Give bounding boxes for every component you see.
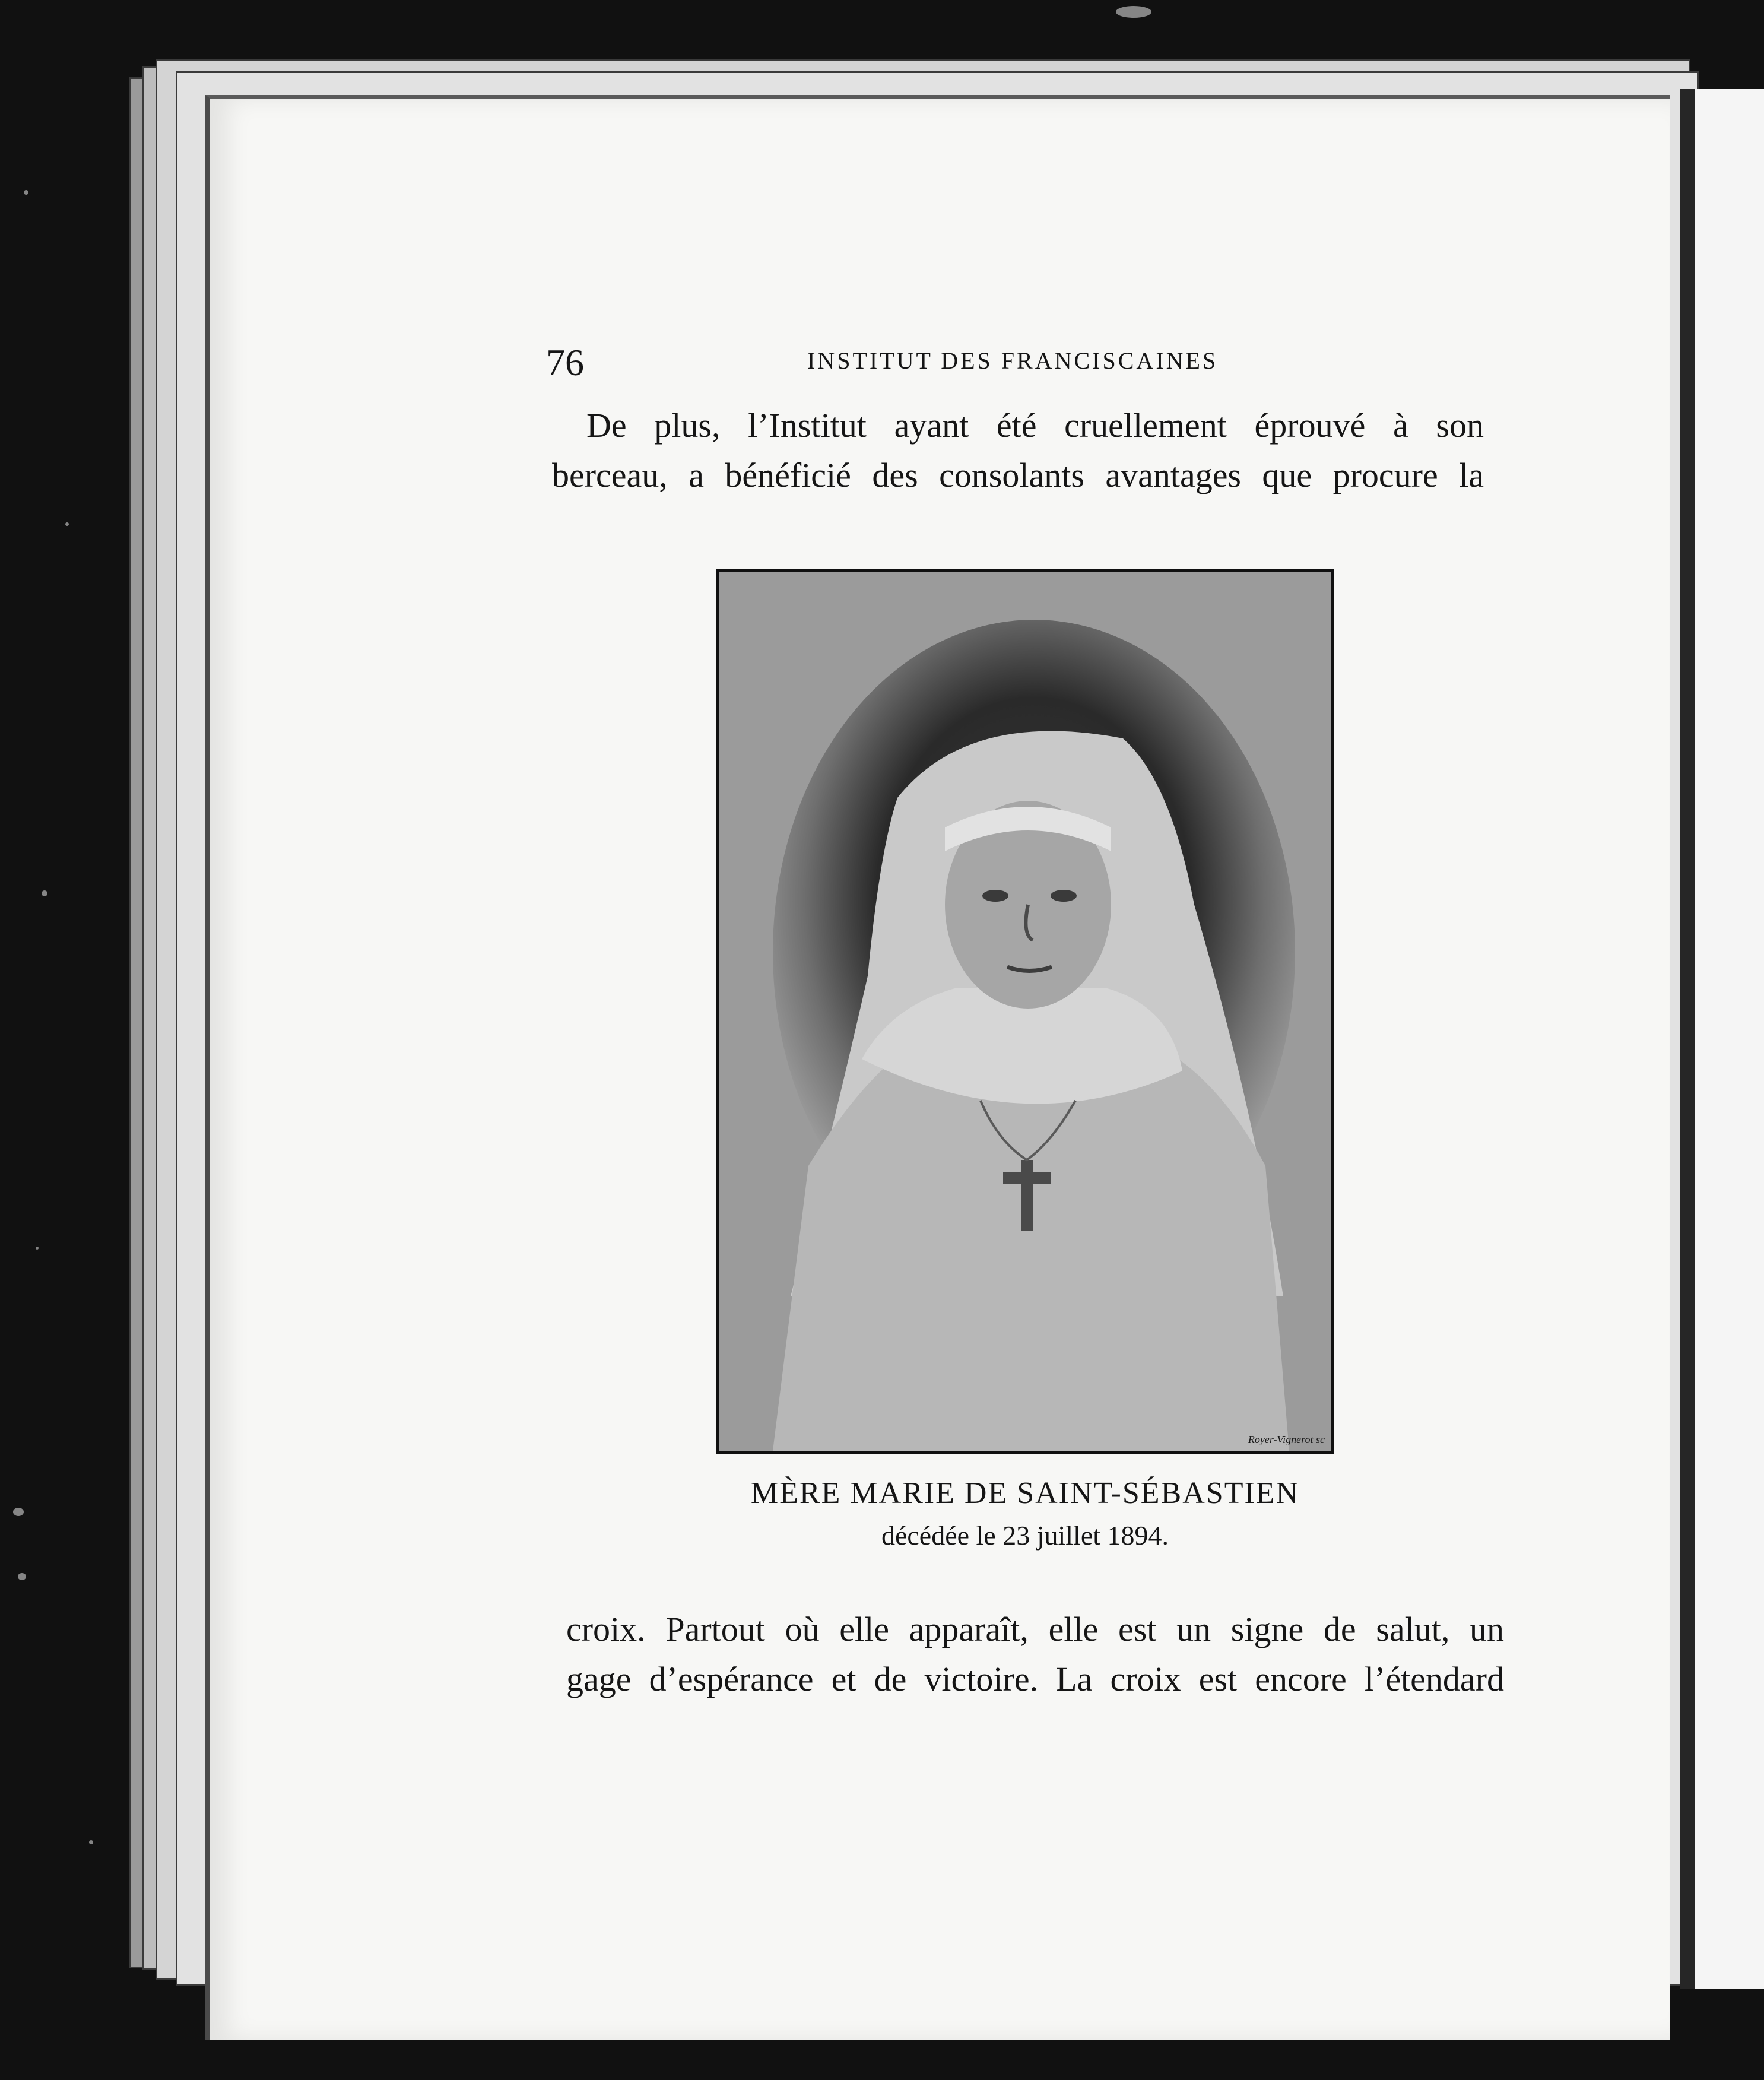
- body-text-line: De plus, l’Institut ayant été cruellement éprouvé à son: [586, 406, 1484, 445]
- body-text-line: gage d’espérance et de victoire. La croix est encore l’étendard: [566, 1660, 1504, 1698]
- figure-caption-date: décédée le 23 juillet 1894.: [881, 1520, 1169, 1551]
- speckle: [42, 890, 47, 896]
- running-head: INSTITUT DES FRANCISCAINES: [807, 347, 1219, 374]
- facing-page: [1680, 89, 1764, 1989]
- body-text-line: berceau, a bénéficié des consolants avantages que procure la: [552, 456, 1484, 494]
- speckle: [13, 1508, 24, 1516]
- page-number: 76: [546, 341, 584, 383]
- speckle: [24, 190, 28, 195]
- speckle: [18, 1573, 26, 1580]
- figure-caption-name: MÈRE MARIE DE SAINT-SÉBASTIEN: [750, 1476, 1300, 1510]
- body-text-line: croix. Partout où elle apparaît, elle est un signe de salut, un: [566, 1610, 1504, 1648]
- speckle: [1116, 6, 1151, 18]
- page-header: [546, 338, 1508, 386]
- nun-portrait-illustration: [719, 572, 1331, 1451]
- speckle: [89, 1840, 93, 1844]
- speckle: [36, 1247, 39, 1250]
- speckle: [65, 522, 69, 526]
- engraver-signature: Royer-Vignerot sc: [1248, 1434, 1325, 1445]
- portrait-plate: [716, 569, 1334, 1454]
